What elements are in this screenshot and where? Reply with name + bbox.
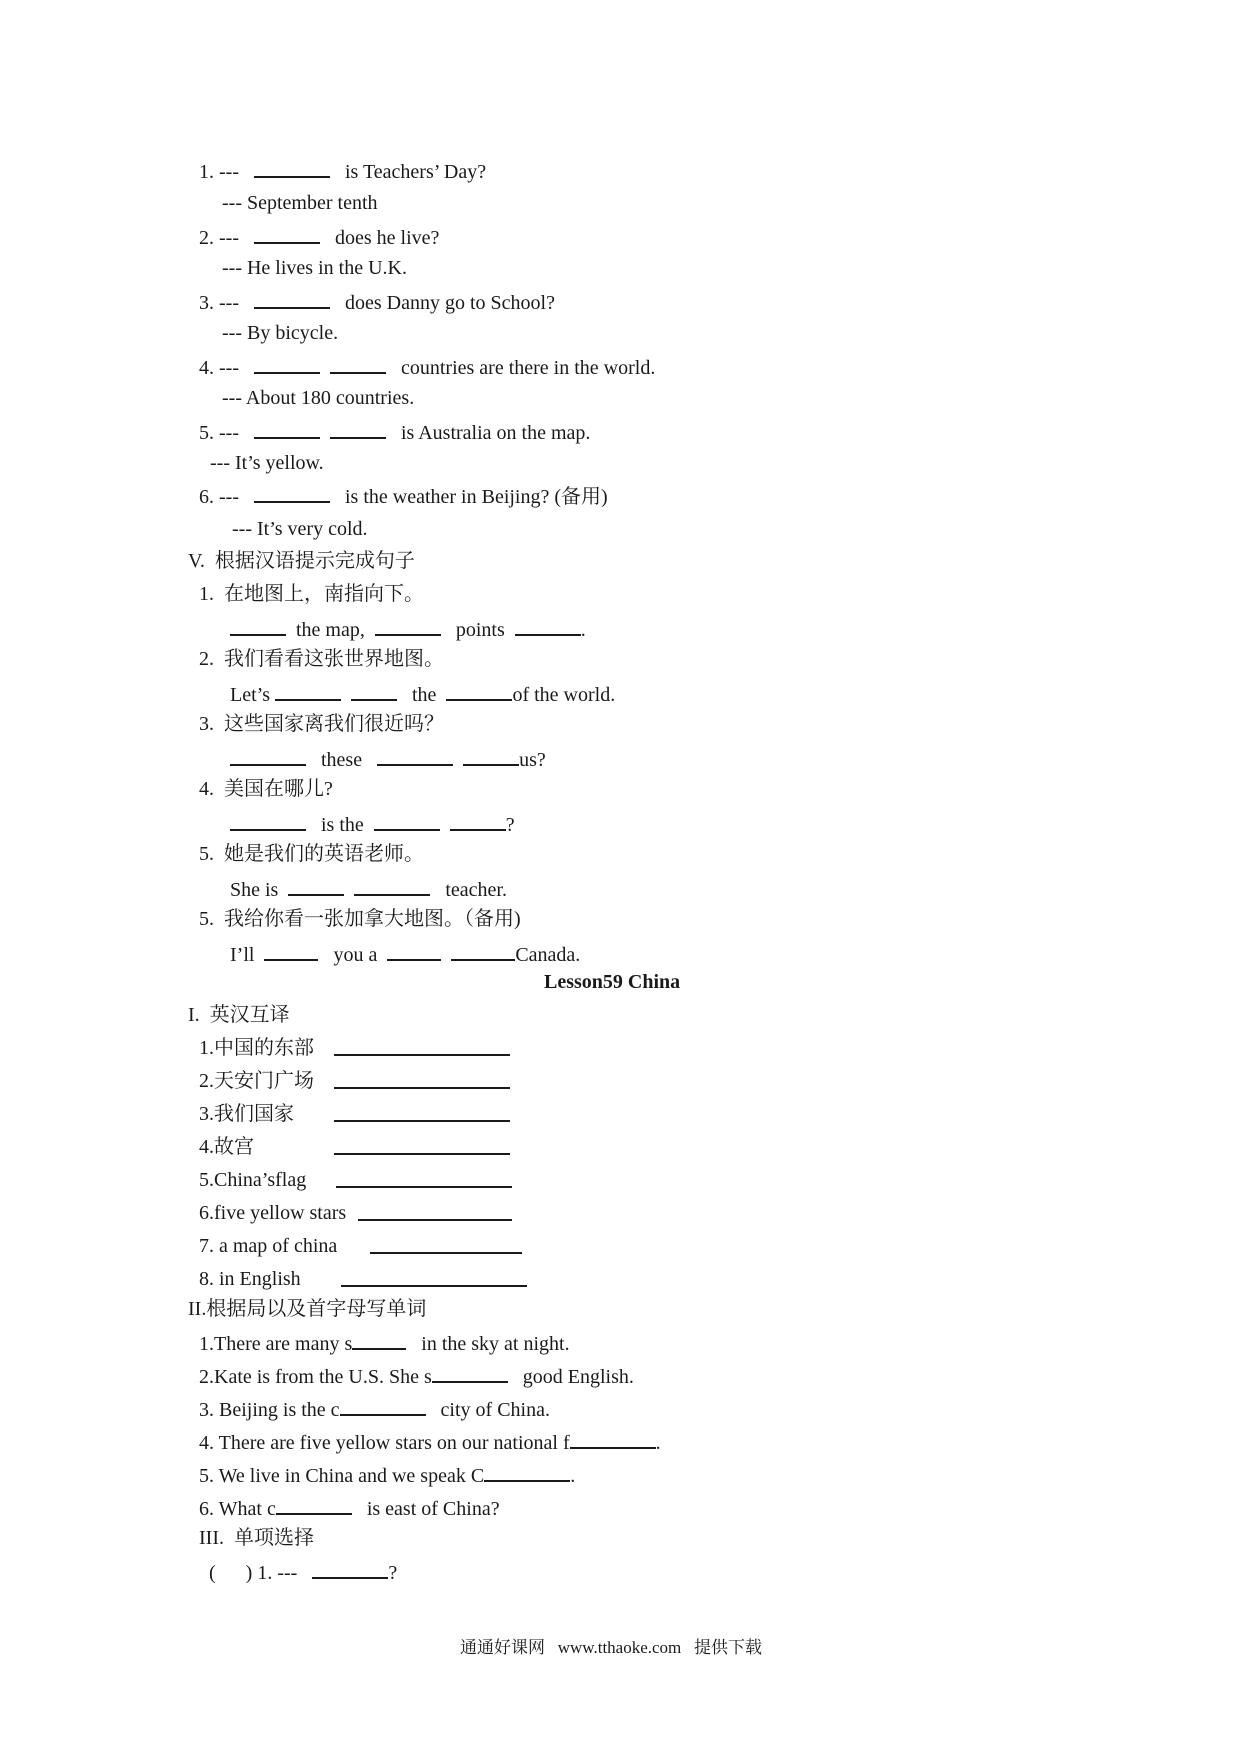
section-ii-heading: II.根据局以及首字母写单词 [188, 1298, 427, 1320]
v-q6-line [230, 941, 580, 967]
q-text: countries are there in the world. [400, 357, 656, 379]
q-text: ? [505, 814, 515, 836]
answer-blank[interactable] [230, 811, 306, 831]
answer-blank[interactable] [387, 941, 441, 961]
section-v-heading: V. 根据汉语提示完成句子 [188, 550, 415, 572]
answer-blank[interactable] [254, 419, 320, 439]
q-text: teacher. [445, 879, 507, 901]
ii-s6 [199, 1495, 500, 1521]
q-text: 6. What c [199, 1498, 276, 1520]
answer-blank[interactable] [358, 1201, 512, 1227]
q-text: is the weather in Beijing? (备用) [344, 486, 608, 508]
q-text: you a [333, 944, 378, 966]
answer-blank[interactable] [254, 224, 320, 244]
v-q5-prompt: 5. 她是我们的英语老师。 [199, 843, 424, 865]
q-text: these [321, 749, 363, 771]
q-text: is Teachers’ Day? [344, 161, 487, 183]
answer-blank[interactable] [334, 1102, 510, 1128]
q-text: of the world. [512, 684, 616, 706]
q-text: . [655, 1432, 661, 1454]
q-text: points [455, 619, 505, 641]
q-text: does Danny go to School? [344, 292, 555, 314]
iv-q3 [199, 289, 555, 315]
iv-a2: --- He lives in the U.K. [222, 257, 407, 279]
answer-blank[interactable] [330, 419, 386, 439]
answer-blank[interactable] [446, 681, 512, 701]
section-i-heading: I. 英汉互译 [188, 1004, 290, 1026]
answer-blank[interactable] [354, 876, 430, 896]
q-text: Let’s [230, 684, 270, 706]
q-number: 4. --- [199, 357, 239, 379]
answer-blank[interactable] [254, 354, 320, 374]
i-item-6: 6.five yellow stars [199, 1202, 347, 1224]
answer-blank[interactable] [312, 1559, 388, 1579]
v-q2-line [230, 681, 615, 707]
answer-blank[interactable] [254, 483, 330, 503]
q-text: does he live? [334, 227, 440, 249]
v-q3-line [230, 746, 546, 772]
i-item-4: 4.故宫 [199, 1136, 254, 1158]
answer-blank[interactable] [336, 1168, 512, 1194]
answer-blank[interactable] [463, 746, 519, 766]
answer-blank[interactable] [340, 1396, 426, 1416]
q-text: Canada. [515, 944, 581, 966]
footer-credit: 通通好课网 www.tthaoke.com 提供下载 [460, 1638, 763, 1657]
i-item-7: 7. a map of china [199, 1235, 338, 1257]
answer-blank[interactable] [230, 616, 286, 636]
answer-blank[interactable] [254, 158, 330, 178]
answer-blank[interactable] [264, 941, 318, 961]
q-text: ? [388, 1562, 398, 1584]
q-number: 1. --- [199, 161, 239, 183]
q-text: . [570, 1465, 576, 1487]
ii-s2 [199, 1363, 634, 1389]
answer-blank[interactable] [230, 746, 306, 766]
q-text: 1.There are many s [199, 1333, 353, 1355]
q-text: is Australia on the map. [400, 422, 591, 444]
q-text: I’ll [230, 944, 255, 966]
answer-blank[interactable] [254, 289, 330, 309]
v-q5-line [230, 876, 507, 902]
q-text: is east of China? [366, 1498, 500, 1520]
iv-a3: --- By bicycle. [222, 322, 339, 344]
answer-blank[interactable] [374, 811, 440, 831]
answer-blank[interactable] [375, 616, 441, 636]
ii-s1 [199, 1330, 570, 1356]
iv-a5: --- It’s yellow. [210, 452, 324, 474]
ii-s3 [199, 1396, 550, 1422]
iv-a6: --- It’s very cold. [232, 518, 368, 540]
q-text: the map, [296, 619, 365, 641]
answer-blank[interactable] [275, 681, 341, 701]
answer-blank[interactable] [570, 1429, 656, 1449]
lesson-title: Lesson59 China [544, 971, 681, 993]
answer-blank[interactable] [341, 1267, 527, 1293]
answer-blank[interactable] [276, 1495, 352, 1515]
answer-blank[interactable] [288, 876, 344, 896]
iv-q2 [199, 224, 439, 250]
answer-blank[interactable] [515, 616, 581, 636]
i-item-2: 2.天安门广场 [199, 1070, 314, 1092]
answer-blank[interactable] [370, 1234, 522, 1260]
i-item-3: 3.我们国家 [199, 1103, 294, 1125]
q-text: She is [230, 879, 279, 901]
ii-s5 [199, 1462, 575, 1488]
v-q2-prompt: 2. 我们看看这张世界地图。 [199, 648, 444, 670]
answer-blank[interactable] [432, 1363, 508, 1383]
q-number: 2. --- [199, 227, 239, 249]
q-text: city of China. [440, 1399, 550, 1421]
v-q6-prompt: 5. 我给你看一张加拿大地图。（备用) [199, 908, 521, 930]
q-text: 4. There are five yellow stars on our national f [199, 1432, 570, 1454]
answer-blank[interactable] [484, 1462, 570, 1482]
q-text: 3. Beijing is the c [199, 1399, 340, 1421]
section-iii-heading: III. 单项选择 [199, 1527, 314, 1549]
answer-blank[interactable] [377, 746, 453, 766]
iv-a1: --- September tenth [222, 192, 378, 214]
q-text: is the [321, 814, 364, 836]
answer-blank[interactable] [334, 1135, 510, 1161]
q-text: the [412, 684, 437, 706]
v-q4-line [230, 811, 515, 837]
answer-blank[interactable] [334, 1069, 510, 1095]
ii-s4 [199, 1429, 661, 1455]
i-item-8: 8. in English [199, 1268, 301, 1290]
q-number: 6. --- [199, 486, 239, 508]
q-text: ( ) 1. --- [209, 1562, 298, 1584]
iv-q6 [199, 483, 608, 509]
i-item-5: 5.China’sflag [199, 1169, 307, 1191]
v-q1-prompt: 1. 在地图上，南指向下。 [199, 583, 424, 605]
q-text: 2.Kate is from the U.S. She s [199, 1366, 432, 1388]
q-text: . [580, 619, 586, 641]
q-text: in the sky at night. [421, 1333, 570, 1355]
v-q4-prompt: 4. 美国在哪儿? [199, 778, 333, 800]
answer-blank[interactable] [351, 681, 397, 701]
q-number: 5. --- [199, 422, 239, 444]
q-number: 3. --- [199, 292, 239, 314]
i-item-1: 1.中国的东部 [199, 1037, 314, 1059]
iv-q1 [199, 158, 486, 184]
answer-blank[interactable] [450, 811, 506, 831]
answer-blank[interactable] [352, 1330, 406, 1350]
iii-q1 [209, 1559, 397, 1585]
answer-blank[interactable] [451, 941, 515, 961]
v-q1-line [230, 616, 586, 642]
answer-blank[interactable] [330, 354, 386, 374]
q-text: good English. [522, 1366, 634, 1388]
q-text: 5. We live in China and we speak C [199, 1465, 485, 1487]
answer-blank[interactable] [334, 1036, 510, 1062]
iv-q5 [199, 419, 590, 445]
iv-a4: --- About 180 countries. [222, 387, 415, 409]
v-q3-prompt: 3. 这些国家离我们很近吗？ [199, 713, 444, 735]
iv-q4 [199, 354, 655, 380]
q-text: us? [519, 749, 546, 771]
